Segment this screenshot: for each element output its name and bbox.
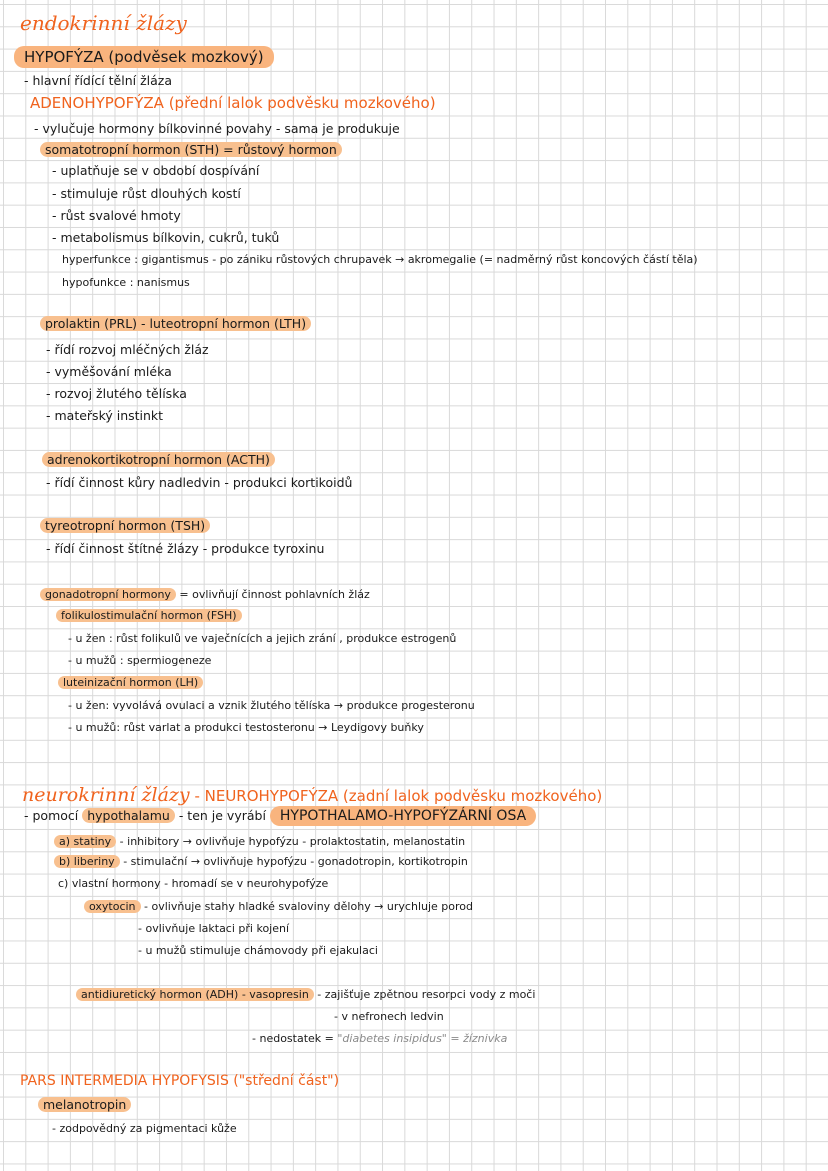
- neuro-line1-a: - pomocí: [24, 808, 83, 823]
- adh-line: [76, 986, 535, 1004]
- liberiny-line: [54, 853, 468, 871]
- gonado-desc: = ovlivňují činnost pohlavních žláz: [175, 588, 370, 601]
- sth-hypo: hypofunkce : nanismus: [62, 276, 190, 289]
- neuro-heading-sub: - NEUROHYPOFÝZA (zadní lalok podvěsku mozkového): [189, 787, 603, 805]
- adh-item: - v nefronech ledvin: [334, 1010, 444, 1023]
- hypothalamus-highlight: hypothalamu: [82, 808, 175, 823]
- pars-heading: PARS INTERMEDIA HYPOFYSIS ("střední část"): [20, 1073, 340, 1089]
- prl-item: - vyměšování mléka: [46, 364, 172, 379]
- lh-title: [58, 674, 203, 692]
- neuro-heading-main: neurokrinní žlázy: [22, 784, 190, 806]
- tsh-title-text: tyreotropní hormon (TSH): [40, 518, 210, 533]
- vlastni-line: c) vlastní hormony - hromadí se v neurohypofýze: [58, 877, 329, 890]
- oxytocin-item: - ovlivňuje stahy hladké svaloviny dělohy → urychluje porod: [140, 900, 473, 913]
- sth-item: - metabolismus bílkovin, cukrů, tuků: [52, 230, 280, 245]
- melanotropin-item: - zodpovědný za pigmentaci kůže: [52, 1122, 237, 1135]
- neuro-heading: [22, 782, 602, 808]
- hypofyza-heading: [14, 46, 274, 68]
- oxytocin-item: - ovlivňuje laktaci při kojení: [138, 922, 290, 935]
- hypofyza-heading-text: HYPOFÝZA (podvěsek mozkový): [14, 46, 274, 68]
- acth-title-text: adrenokortikotropní hormon (ACTH): [42, 452, 275, 467]
- adeno-intro: - vylučuje hormony bílkovinné povahy - sama je produkuje: [34, 121, 400, 136]
- prl-item: - mateřský instinkt: [46, 408, 164, 423]
- lh-title-text: luteinizační hormon (LH): [58, 676, 203, 689]
- adh-item: - zajišťuje zpětnou resorpci vody z moči: [313, 988, 536, 1001]
- statiny-line: [54, 833, 465, 851]
- gonado-title-text: gonadotropní hormony: [40, 588, 176, 601]
- adeno-heading: ADENOHYPOFÝZA (přední lalok podvěsku mozkového): [30, 94, 436, 112]
- sth-title: [40, 141, 342, 159]
- fsh-item: - u žen : růst folikulů ve vaječnících a jejich zrání , produkce estrogenů: [68, 632, 457, 645]
- melanotropin-title-text: melanotropin: [38, 1097, 131, 1112]
- prl-title: [40, 315, 311, 333]
- sth-item: - růst svalové hmoty: [52, 208, 181, 223]
- acth-title: [42, 451, 275, 469]
- prl-item: - rozvoj žlutého tělíska: [46, 386, 187, 401]
- oxytocin-item: - u mužů stimuluje chámovody při ejakulaci: [138, 944, 378, 957]
- oxytocin-line: [84, 898, 473, 916]
- gonado-title: [40, 586, 370, 604]
- adh-lack: [252, 1030, 507, 1048]
- sth-item: - uplatňuje se v období dospívání: [52, 163, 260, 178]
- melanotropin-title: [38, 1096, 131, 1114]
- prl-item: - řídí rozvoj mléčných žláz: [46, 342, 209, 357]
- statiny-rest: - inhibitory → ovlivňuje hypofýzu - prolaktostatin, melanostatin: [116, 835, 466, 848]
- acth-item: - řídí činnost kůry nadledvin - produkci kortikoidů: [46, 475, 353, 490]
- lh-item: - u mužů: růst varlat a produkci testosteronu → Leydigovy buňky: [68, 721, 424, 734]
- fsh-title-text: folikulostimulační hormon (FSH): [56, 609, 242, 622]
- adh-lack-value: "diabetes insipidus" = žíznivka: [337, 1032, 508, 1045]
- lh-item: - u žen: vyvolává ovulaci a vznik žlutého tělíska → produkce progesteronu: [68, 699, 475, 712]
- liberiny-rest: - stimulační → ovlivňuje hypofýzu - gonadotropin, kortikotropin: [119, 855, 468, 868]
- tsh-title: [40, 517, 210, 535]
- tsh-item: - řídí činnost štítné žlázy - produkce tyroxinu: [46, 541, 325, 556]
- adh-lack-label: - nedostatek =: [252, 1032, 338, 1045]
- sth-title-text: somatotropní hormon (STH) = růstový hormon: [40, 142, 342, 157]
- prl-title-text: prolaktin (PRL) - luteotropní hormon (LTH): [40, 316, 311, 331]
- neuro-line1-b: - ten je vyrábí: [174, 808, 270, 823]
- liberiny-highlight: b) liberiny: [54, 855, 120, 868]
- neuro-line1: [24, 807, 536, 825]
- sth-item: - stimuluje růst dlouhých kostí: [52, 186, 241, 201]
- fsh-item: - u mužů : spermiogeneze: [68, 654, 212, 667]
- page-title: endokrinní žlázy: [20, 11, 187, 35]
- fsh-title: [56, 607, 242, 625]
- statiny-highlight: a) statiny: [54, 835, 116, 848]
- sth-hyper: hyperfunkce : gigantismus - po zániku růstových chrupavek → akromegalie (= nadměrný růst koncových částí těla): [62, 253, 698, 266]
- hypofyza-note: - hlavní řídící tělní žláza: [24, 73, 172, 88]
- axis-highlight: HYPOTHALAMO-HYPOFÝZÁRNÍ OSA: [270, 806, 536, 826]
- oxytocin-title: oxytocin: [84, 900, 141, 913]
- adh-title: antidiuretický hormon (ADH) - vasopresin: [76, 988, 314, 1001]
